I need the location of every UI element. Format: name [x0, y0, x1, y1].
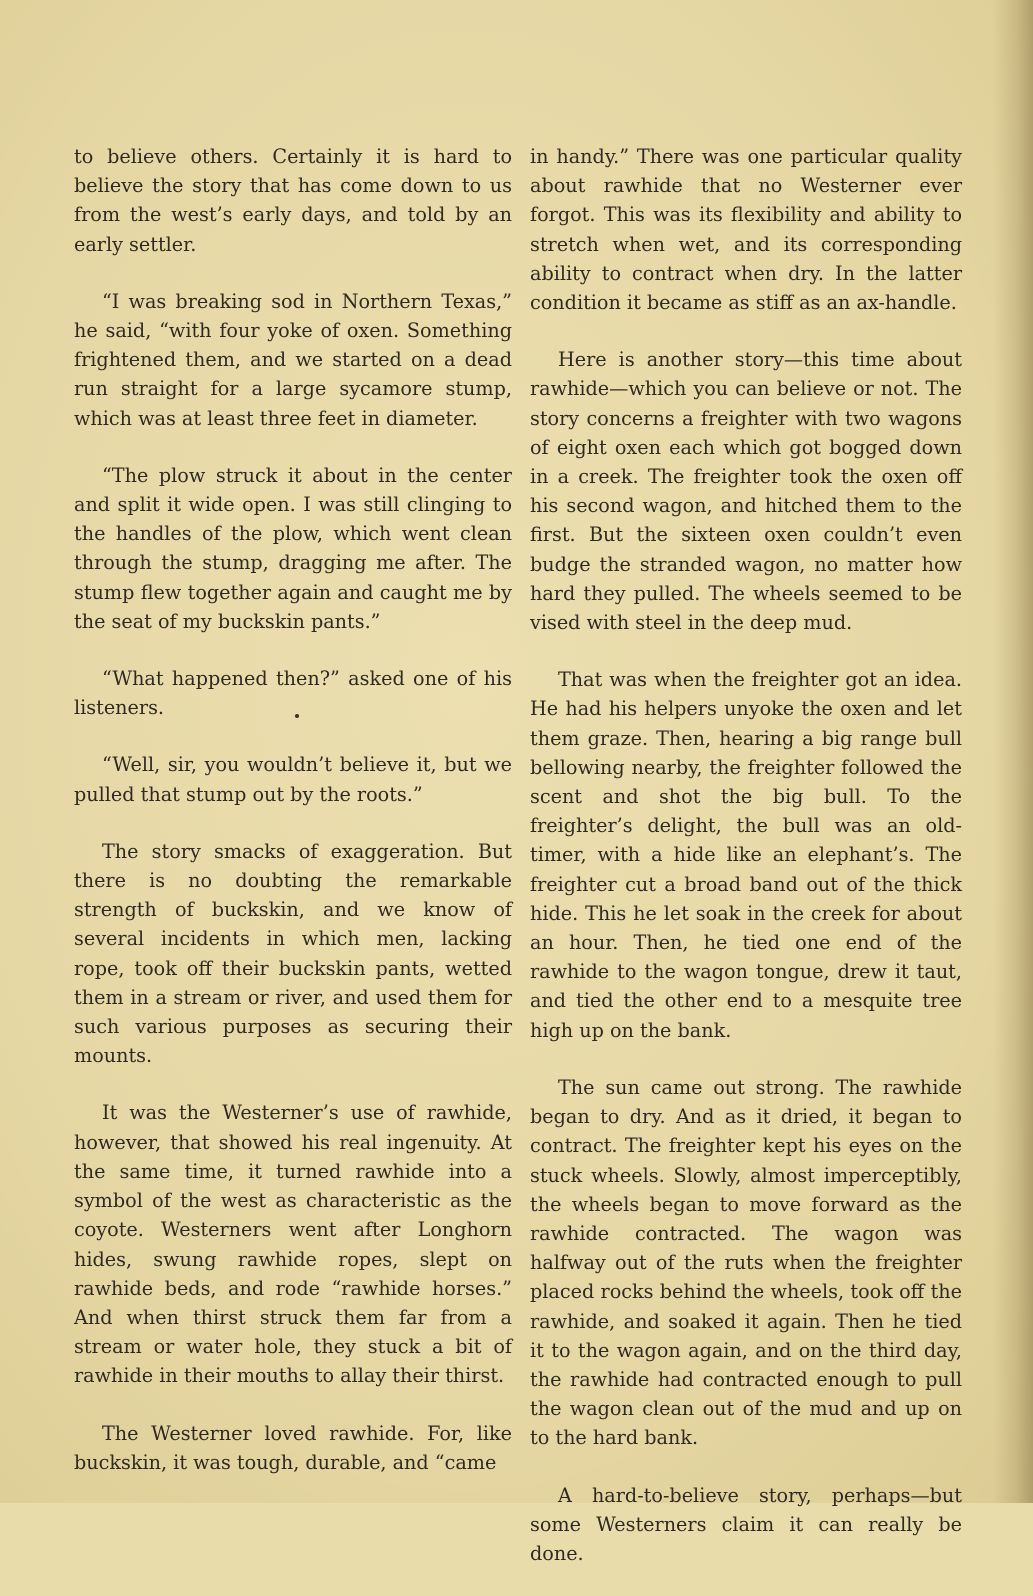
paragraph: It was the Westerner’s use of rawhide, however, that showed his real ingenuity. At the same time, it turned rawhide into a symbol of the west as characteristic as the coyote. Westerners went after Longhorn hides, swung rawhide ropes, slept on rawhide beds, and rode “rawhide horses.” And when thirst struck them far from a stream or water hole, they stuck a bit of rawhide in their mouths to allay their thirst.	[74, 1101, 512, 1388]
paragraph: A hard-to-believe story, perhaps—but some Westerners claim it can really be done.	[530, 1483, 962, 1565]
paragraph: The Westerner loved rawhide. For, like buckskin, it was tough, durable, and “came	[74, 1421, 512, 1474]
paragraph: That was when the freighter got an idea. He had his helpers unyoke the oxen and let them graze. Then, hearing a big range bull bellowing nearby, the freighter followed the scent and shot the big bull. To the freighter’s delight, the bull was an old-timer, with a hide like an elephant’s. The freighter cut a broad band out of the thick hide. This he let soak in the creek for about an hour. Then, he tied one end of the rawhide to the wagon tongue, drew it taut, and tied the other end to a mesquite tree high up on the bank.	[530, 668, 962, 1042]
paragraph: “The plow struck it about in the center and split it wide open. I was still clinging to the handles of the plow, which went clean through the stump, dragging me after. The stump flew together again and caught me by the seat of my buckskin pants.”	[74, 463, 512, 633]
paragraph: “What happened then?” asked one of his listeners.	[74, 667, 512, 720]
paragraph: to believe others. Certainly it is hard to believe the story that has come down to us from the west’s early days, and told by an early settler.	[74, 145, 512, 256]
paragraph: The story smacks of exaggeration. But there is no doubting the remarkable strength of buckskin, and we know of several incidents in which men, lacking rope, took off their buckskin pants, wetted them in a stream or river, and used them for such various purposes as securing their mounts.	[74, 839, 512, 1068]
page-edge-shadow	[993, 0, 1033, 1503]
ink-speck	[295, 714, 299, 718]
paragraph: in handy.” There was one particular quality about rawhide that no Westerner ever forgot. This was its flexibility and ability to stretch when wet, and its corresponding ability to contract when dry. In the latter condition it became as stiff as an ax-handle.	[530, 145, 962, 315]
paragraph: The sun came out strong. The rawhide began to dry. And as it dried, it began to contract. The freighter kept his eyes on the stuck wheels. Slowly, almost imperceptibly, the wheels began to move forward as the rawhide contracted. The wagon was halfway out of the ruts when the freighter placed rocks behind the wheels, took off the rawhide, and soaked it again. Then he tied it to the wagon again, and on the third day, the rawhide had contracted enough to pull the wagon clean out of the mud and up on to the hard bank.	[530, 1075, 962, 1450]
left-column	[74, 142, 512, 1505]
right-column	[530, 142, 962, 1596]
paragraph: “Well, sir, you wouldn’t believe it, but we pulled that stump out by the roots.”	[74, 753, 512, 806]
paragraph: “I was breaking sod in Northern Texas,” he said, “with four yoke of oxen. Something frightened them, and we started on a dead run straight for a large sycamore stump, which was at least three feet in diameter.	[74, 289, 512, 430]
paragraph: Here is another story—this time about rawhide—which you can believe or not. The story concerns a freighter with two wagons of eight oxen each which got bogged down in a creek. The freighter took the oxen off his second wagon, and hitched them to the first. But the sixteen oxen couldn’t even budge the stranded wagon, no matter how hard they pulled. The wheels seemed to be vised with steel in the deep mud.	[530, 348, 962, 635]
